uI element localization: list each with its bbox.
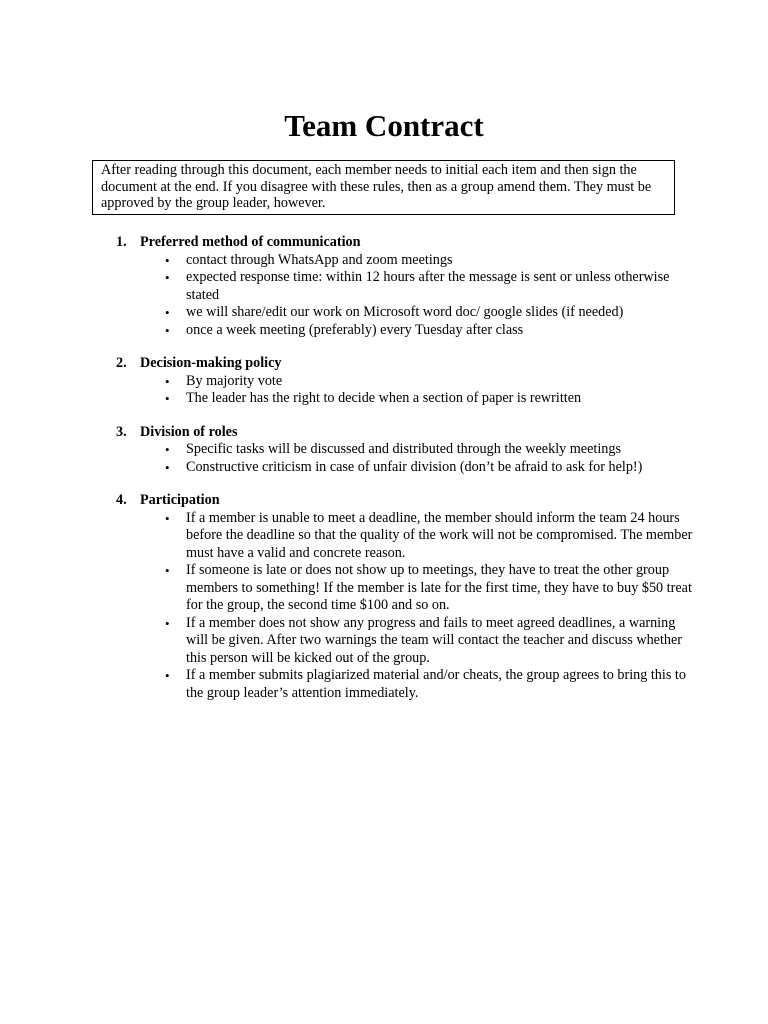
section-heading [116, 492, 696, 510]
section-title: Decision-making policy [140, 355, 282, 371]
section-number: 4. [116, 492, 127, 508]
bullet-icon: • [165, 615, 170, 631]
section-title: Preferred method of communication [140, 234, 361, 250]
section-number: 2. [116, 355, 127, 371]
list-item: • contact through WhatsApp and zoom meetings [165, 251, 453, 268]
list-item: • If a member does not show any progress and fails to meet agreed deadlines, a warning will be given. After two warnings the team will contact the teacher and discuss whether this person will be kicked out of the group. [165, 614, 683, 666]
bullet-icon: • [165, 270, 170, 285]
list-item: • If a member is unable to meet a deadline, the member should inform the team 24 hours before the deadline so that the quality of the work will not be compromised. The member must have a valid and concrete reason. [165, 509, 693, 561]
list-item: • The leader has the right to decide when a section of paper is rewritten [165, 390, 582, 406]
intro-box: After reading through this document, each member needs to initial each item and then sign the document at the end. If you disagree with these rules, then as a group amend them. They must be approved by the group leader, however. [92, 160, 675, 215]
section-items [116, 252, 696, 340]
bullet-icon: • [165, 373, 170, 389]
section-heading [116, 355, 696, 373]
section-number: 1. [116, 234, 127, 250]
section-items [116, 510, 696, 703]
section-title: Participation [140, 492, 220, 508]
section-items [116, 441, 696, 476]
page-title: Team Contract [284, 108, 484, 143]
list-item: • If someone is late or does not show up to meetings, they have to treat the other group members to something! If the member is late for the first time, they have to buy $50 treat for the group, the second time $100 and so on. [165, 562, 692, 613]
list-item: • Constructive criticism in case of unfair division (don’t be afraid to ask for help!) [165, 458, 643, 475]
bullet-icon: • [165, 442, 170, 457]
section-items [116, 373, 696, 408]
list-item: • If a member submits plagiarized material and/or cheats, the group agrees to bring this to the group leader’s attention immediately. [165, 667, 686, 701]
bullet-icon: • [165, 668, 170, 683]
section-communication [116, 234, 696, 339]
contract-sections [116, 234, 696, 718]
bullet-icon: • [165, 510, 170, 526]
list-item: • once a week meeting (preferably) every Tuesday after class [165, 321, 524, 338]
bullet-icon: • [165, 305, 170, 320]
list-item: • Specific tasks will be discussed and distributed through the weekly meetings [165, 441, 621, 457]
bullet-icon: • [165, 391, 170, 406]
section-division-of-roles [116, 424, 696, 477]
bullet-icon: • [165, 322, 170, 338]
list-item: • expected response time: within 12 hours after the message is sent or unless otherwise stated [165, 269, 670, 303]
section-heading [116, 234, 696, 252]
section-number: 3. [116, 423, 127, 440]
section-participation [116, 492, 696, 702]
section-heading [116, 424, 696, 442]
bullet-icon: • [165, 563, 170, 578]
bullet-icon: • [165, 459, 170, 475]
bullet-icon: • [165, 252, 170, 268]
list-item: • we will share/edit our work on Microsoft word doc/ google slides (if needed) [165, 304, 624, 320]
section-title: Division of roles [140, 423, 238, 440]
section-decision-making [116, 355, 696, 408]
list-item: • By majority vote [165, 372, 283, 389]
